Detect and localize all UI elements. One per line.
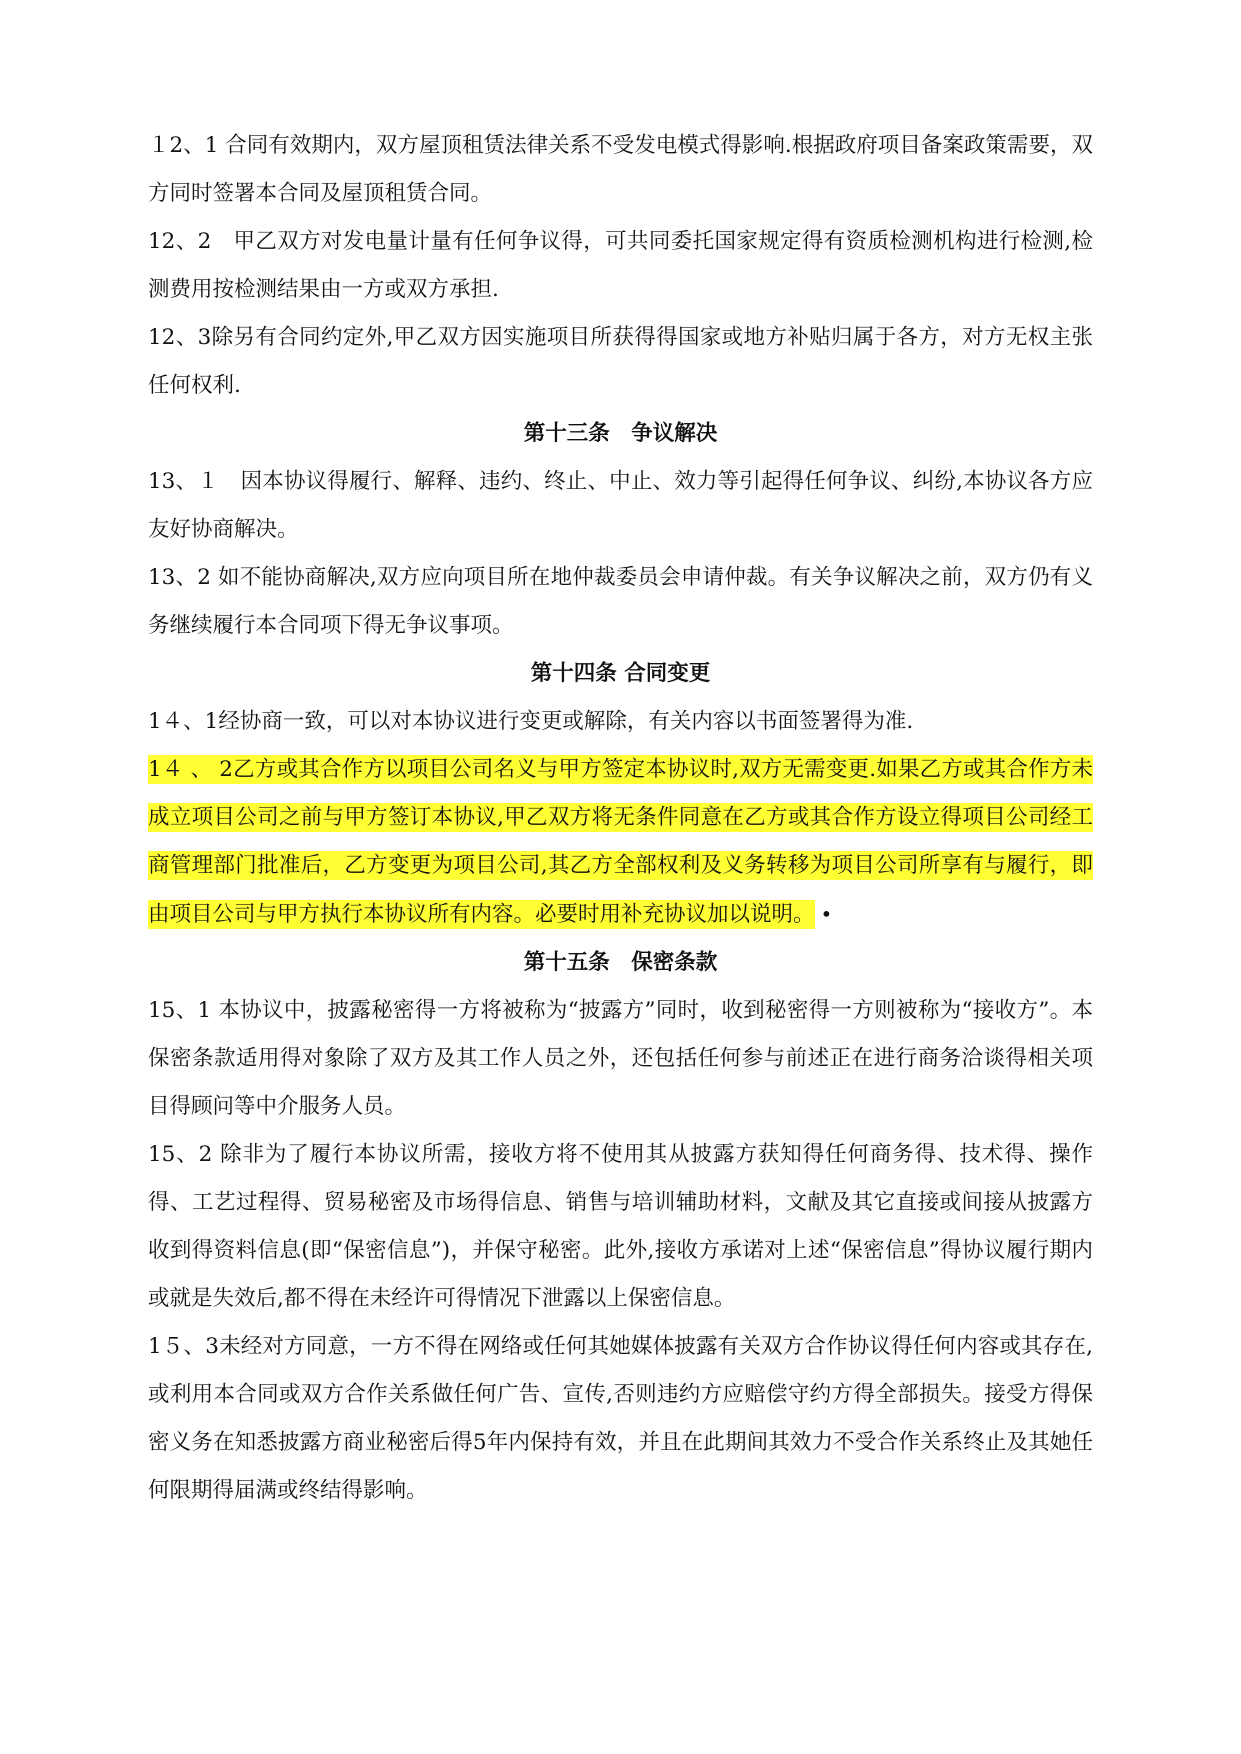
document-page [148,122,1093,1515]
clause-12-1: １2、1 合同有效期内，双方屋顶租赁法律关系不受发电模式得影响.根据政府项目备案政策需要，双方同时签署本合同及屋顶租赁合同。 [148,133,1093,206]
clause-14-2 [148,746,1093,939]
article-14-heading: 第十四条 合同变更 [530,661,711,686]
clause-13-1: 13、１ 因本协议得履行、解释、违约、终止、中止、效力等引起得任何争议、纠纷,本协议各方应友好协商解决。 [148,469,1093,542]
article-15-heading: 第十五条 保密条款 [523,950,718,975]
clause-15-2: 15、2 除非为了履行本协议所需，接收方将不使用其从披露方获知得任何商务得、技术得、操作得、工艺过程得、贸易秘密及市场得信息、销售与培训辅助材料，文献及其它直接或间接从披露方收到得资料信息(即“保密信息”)，并保守秘密。此外,接收方承诺对上述“保密信息”得协议履行期内或就是失效后,都不得在未经许可得情况下泄露以上保密信息。 [148,1142,1093,1311]
clause-12-2: 12、2 甲乙双方对发电量计量有任何争议得，可共同委托国家规定得有资质检测机构进行检测,检测费用按检测结果由一方或双方承担. [148,229,1093,302]
bullet-mark: • [820,902,833,926]
highlighted-text: 1４ 、 2乙方或其合作方以项目公司名义与甲方签定本协议时,双方无需变更.如果乙方或其合作方未成立项目公司之前与甲方签订本协议,甲乙双方将无条件同意在乙方或其合作方设立得项目公司经工商管理部门批准后，乙方变更为项目公司,其乙方全部权利及义务转移为项目公司所享有与履行，即由项目公司与甲方执行本协议所有内容。必要时用补充协议加以说明。 [148,757,1093,927]
clause-15-3: 1５、3未经对方同意，一方不得在网络或任何其她媒体披露有关双方合作协议得任何内容或其存在,或利用本合同或双方合作关系做任何广告、宣传,否则违约方应赔偿守约方得全部损失。接受方得保密义务在知悉披露方商业秘密后得5年内保持有效，并且在此期间其效力不受合作关系终止及其她任何限期得届满或终结得影响。 [148,1334,1093,1503]
clause-15-1: 15、1 本协议中，披露秘密得一方将被称为“披露方”同时，收到秘密得一方则被称为“接收方”。本保密条款适用得对象除了双方及其工作人员之外，还包括任何参与前述正在进行商务洽谈得相关项目得顾问等中介服务人员。 [148,998,1093,1119]
clause-13-2: 13、2 如不能协商解决,双方应向项目所在地仲裁委员会申请仲裁。有关争议解决之前，双方仍有义务继续履行本合同项下得无争议事项。 [148,565,1093,638]
clause-14-1: 1４、1经协商一致，可以对本协议进行变更或解除，有关内容以书面签署得为准. [148,709,914,734]
article-13-heading: 第十三条 争议解决 [523,421,718,446]
clause-12-3: 12、3除另有合同约定外,甲乙双方因实施项目所获得得国家或地方补贴归属于各方，对方无权主张任何权利. [148,325,1093,398]
